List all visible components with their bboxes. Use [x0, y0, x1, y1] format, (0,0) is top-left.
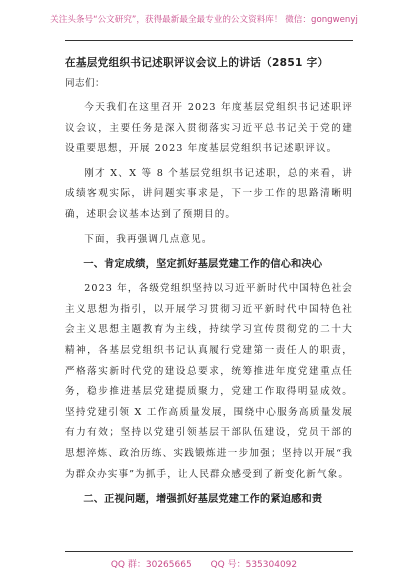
paragraph-achievements: 2023 年，各级党组织坚持以习近平新时代中国特色社会主义思想为指引，以开展学习贯彻习近平新时代中国特色社会主义思想主题教育为主线，持续学习宣传贯彻党的二十大精神，各基层党组织书记认真履行党建第一责任人的职责，严格落实新时代党的建设总要求，统筹推进年度党建重点任务，稳步推进基层党建提质聚力，党建工作取得明显成效。坚持党建引领 X 工作高质量发展，围绕中心服务高质量发展有力有效；坚持以党建引领基层干部队伍建设，党员干部的思想淬炼、政治历练、实践锻炼进一步加强；坚持以开展“我为群众办实事”为抓手，让人民群众感受到了新变化新气象。	[65, 283, 353, 480]
footer-qq-number: QQ 号：535304092	[210, 560, 298, 570]
section-heading-1: 一、肯定成绩，坚定抓好基层党建工作的信心和决心	[83, 259, 323, 271]
paragraph-review: 刚才 X、X 等 8 个基层党组织书记述职，总的来看，讲成绩客观实际，讲问题实事求是，下一步工作的思路清晰明确，述职会议基本达到了预期目的。	[65, 167, 353, 220]
header-banner: 关注头条号“公文研究”，获得最新最全最专业的公文资料库！ 微信：gongwenyj	[50, 15, 358, 25]
document-title: 在基层党组织书记述职评议会议上的讲话（2851 字）	[65, 57, 329, 69]
header-rule	[65, 40, 353, 41]
section-heading-2: 二、正视问题，增强抓好基层党建工作的紧迫感和责	[83, 494, 323, 506]
greeting: 同志们：	[65, 78, 105, 89]
paragraph-intro: 今天我们在这里召开 2023 年度基层党组织书记述职评议会议，主要任务是深入贯彻落实习近平总书记关于党的建设重要思想，开展 2023 年度基层党组织书记述职评议。	[65, 102, 353, 155]
footer	[0, 556, 408, 574]
footer-rule	[65, 551, 353, 552]
footer-qq-group: QQ 群：30265665	[110, 560, 192, 570]
paragraph-transition: 下面，我再强调几点意见。	[84, 233, 213, 245]
document-body	[65, 52, 353, 548]
